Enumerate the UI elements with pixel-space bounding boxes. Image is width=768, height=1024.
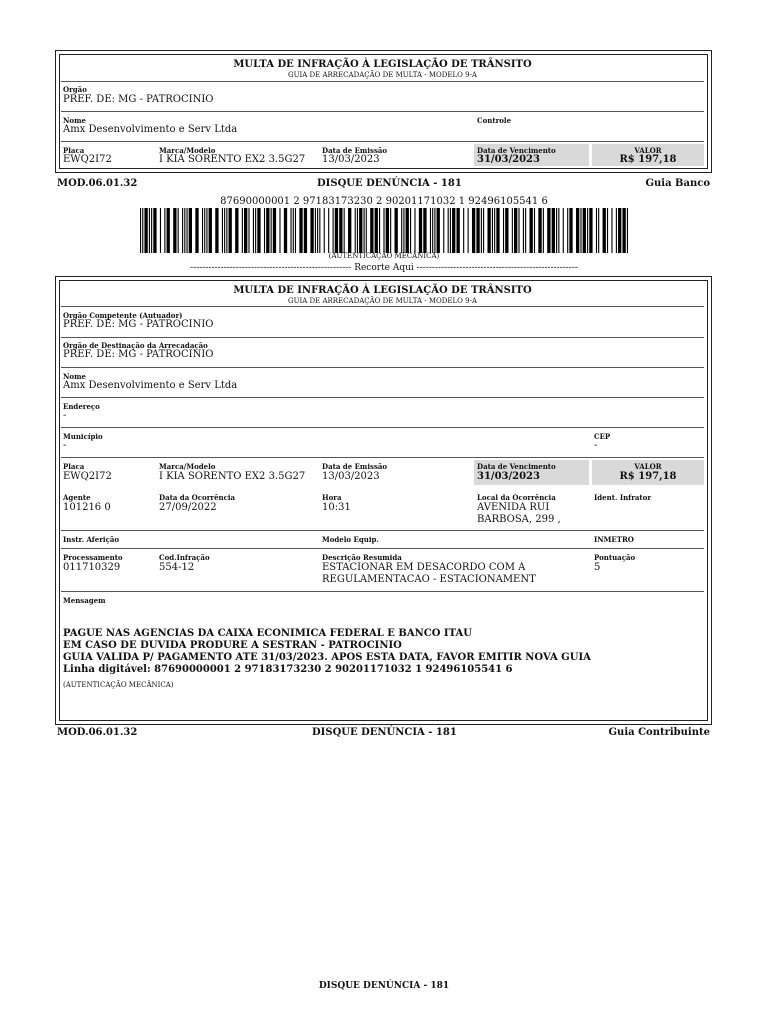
barcode-bar [206, 208, 207, 253]
barcode-bar [406, 208, 409, 253]
slip2-marca-label: Marca/Modelo [159, 462, 216, 471]
slip2-codinfracao-value: 554-12 [159, 562, 195, 573]
barcode-bar [348, 208, 351, 253]
barcode-bar [366, 208, 367, 253]
barcode-bar [153, 208, 156, 253]
barcode-bar [622, 208, 625, 253]
barcode-bar [257, 208, 260, 253]
barcode-bar [543, 208, 544, 253]
slip2-vencimento-label: Data de Vencimento [477, 462, 556, 471]
slip2-codinfracao-label: Cod.Infração [159, 553, 210, 562]
barcode-bar [611, 208, 612, 253]
slip2-afericao-label: Instr. Aferição [63, 535, 120, 544]
barcode-bar [567, 208, 568, 253]
barcode-bar [463, 208, 464, 253]
barcode [140, 208, 628, 253]
barcode-bar [319, 208, 320, 253]
slip2-emissao-value: 13/03/2023 [322, 471, 380, 482]
slip2-modelo-equip-label: Modelo Equip. [322, 535, 379, 544]
barcode-bar [279, 208, 280, 253]
barcode-bar [538, 208, 541, 253]
slip1-nome-value: Amx Desenvolvimento e Serv Ltda [63, 124, 238, 135]
barcode-bar [142, 208, 143, 253]
barcode-bar [242, 208, 243, 253]
slip2-marca-value: I KIA SORENTO EX2 3.5G27 [159, 471, 306, 482]
divider [61, 548, 704, 549]
slip1-placa-value: EWQ2I72 [63, 154, 112, 165]
slip1-orgao-label: Orgão [63, 85, 87, 94]
barcode-bar [355, 208, 356, 253]
footer1-mod: MOD.06.01.32 [57, 178, 138, 189]
barcode-bar [359, 208, 362, 253]
barcode-bar [266, 208, 269, 253]
slip2-descricao-label: Descrição Resumida [322, 553, 402, 562]
barcode-bar [357, 208, 358, 253]
barcode-bar [534, 208, 535, 253]
slip2-orgao-comp-label: Orgão Competente (Autuador) [63, 311, 183, 320]
barcode-bar [386, 208, 389, 253]
barcode-bar [434, 208, 435, 253]
footer2-guia: Guia Contribuinte [608, 727, 710, 738]
barcode-bar [432, 208, 433, 253]
slip2-municipio-label: Município [63, 432, 103, 441]
barcode-bar [344, 208, 345, 253]
barcode-bar [603, 208, 606, 253]
barcode-bar [518, 208, 519, 253]
barcode-bar [452, 208, 455, 253]
slip2-processamento-value: 011710329 [63, 562, 121, 573]
barcode-bar [589, 208, 592, 253]
slip2-autent: (AUTENTICAÇÃO MECÂNICA) [63, 681, 174, 689]
barcode-bar [401, 208, 402, 253]
barcode-bar [580, 208, 581, 253]
barcode-bar [483, 208, 484, 253]
barcode-bar [167, 208, 170, 253]
slip2-hora-value: 10:31 [322, 502, 351, 513]
divider [61, 111, 704, 112]
slip2-pontuacao-value: 5 [594, 562, 601, 573]
slip2-ocorrencia-value: 27/09/2022 [159, 502, 217, 513]
footer1-guia: Guia Banco [645, 178, 710, 189]
barcode-bar [317, 208, 318, 253]
barcode-bar [339, 208, 342, 253]
slip1-marca-label: Marca/Modelo [159, 146, 216, 155]
slip2-endereco-label: Endereço [63, 402, 100, 411]
barcode-bar [202, 208, 203, 253]
slip1-subtitle: GUIA DE ARRECADAÇÃO DE MULTA - MODELO 9-A [287, 71, 477, 79]
slip1-nome-label: Nome [63, 116, 86, 125]
barcode-bar [255, 208, 256, 253]
divider [61, 397, 704, 398]
divider [61, 457, 704, 458]
barcode-bar [295, 208, 296, 253]
slip2-local-value-1: AVENIDA RUI [477, 502, 550, 513]
slip2-cep-value: - [594, 440, 598, 451]
divider [61, 427, 704, 428]
barcode-bar [186, 208, 187, 253]
barcode-bar [456, 208, 459, 253]
slip2-ocorrencia-label: Data da Ocorrência [159, 493, 236, 502]
slip1-valor-label: VALOR [634, 146, 662, 155]
barcode-bar [616, 208, 617, 253]
slip1-valor-value: R$ 197,18 [619, 154, 677, 165]
barcode-bar [248, 208, 249, 253]
barcode-bar [583, 208, 586, 253]
slip1-vencimento-value: 31/03/2023 [477, 154, 540, 165]
barcode-bar [299, 208, 302, 253]
divider [61, 591, 704, 592]
barcode-bar [189, 208, 192, 253]
slip2-valor-value: R$ 197,18 [619, 471, 677, 482]
slip2-subtitle: GUIA DE ARRECADAÇÃO DE MULTA - MODELO 9-A [287, 297, 477, 305]
barcode-bar [182, 208, 183, 253]
barcode-bar [364, 208, 365, 253]
barcode-bar [375, 208, 378, 253]
barcode-bar [627, 208, 628, 253]
barcode-bar [423, 208, 426, 253]
barcode-bar [229, 208, 232, 253]
barcode-bar [468, 208, 469, 253]
barcode-bar [598, 208, 599, 253]
barcode-digits: 87690000001 2 97183173230 2 90201171032 1 92496105541 6 [220, 196, 548, 207]
barcode-bar [253, 208, 254, 253]
slip2-orgao-dest-value: PREF. DE: MG - PATROCINIO [63, 349, 214, 360]
slip2-emissao-label: Data de Emissão [322, 462, 388, 471]
barcode-bar [173, 208, 176, 253]
barcode-bar [576, 208, 579, 253]
barcode-bar [293, 208, 294, 253]
cut-line: ----------------------------------------------------- Recorte Aqui ----------------------------------------------------- [190, 263, 578, 273]
slip1-placa-label: Placa [63, 146, 85, 155]
barcode-bar [494, 208, 495, 253]
barcode-bar [563, 208, 564, 253]
barcode-bar [552, 208, 555, 253]
barcode-bar [164, 208, 165, 253]
slip1-marca-value: I KIA SORENTO EX2 3.5G27 [159, 154, 306, 165]
barcode-bar [310, 208, 313, 253]
barcode-bar [512, 208, 513, 253]
slip1-emissao-value: 13/03/2023 [322, 154, 380, 165]
slip2-valor-label: VALOR [634, 462, 662, 471]
barcode-bar [204, 208, 205, 253]
slip1-controle-label: Controle [477, 116, 512, 125]
barcode-bar [596, 208, 597, 253]
divider [61, 337, 704, 338]
barcode-bar [178, 208, 179, 253]
slip2-title: MULTA DE INFRAÇÃO À LEGISLAÇÃO DE TRÂNSITO [233, 285, 532, 296]
barcode-bar [222, 208, 223, 253]
slip2-orgao-dest-label: Orgão de Destinação da Arrecadação [63, 341, 208, 350]
barcode-bar [273, 208, 276, 253]
barcode-bar [370, 208, 373, 253]
barcode-bar [195, 208, 198, 253]
barcode-bar [448, 208, 449, 253]
barcode-bar [419, 208, 422, 253]
slip2-municipio-value: - [63, 440, 67, 451]
barcode-bar [556, 208, 557, 253]
barcode-bar [514, 208, 517, 253]
divider [61, 530, 704, 531]
barcode-bar [569, 208, 572, 253]
barcode-bar [184, 208, 185, 253]
slip2-vencimento-value: 31/03/2023 [477, 471, 540, 482]
slip2-placa-label: Placa [63, 462, 85, 471]
barcode-bar [523, 208, 524, 253]
slip2-descricao-value-2: REGULAMENTACAO - ESTACIONAMENT [322, 574, 536, 585]
slip2-cep-label: CEP [594, 432, 611, 441]
barcode-bar [151, 208, 152, 253]
slip2-msg-4: Linha digitável: 87690000001 2 97183173230 2 90201171032 1 92496105541 6 [63, 664, 513, 675]
slip1-vencimento-label: Data de Vencimento [477, 146, 556, 155]
barcode-bar [304, 208, 307, 253]
slip1-emissao-label: Data de Emissão [322, 146, 388, 155]
slip2-descricao-value-1: ESTACIONAR EM DESACORDO COM A [322, 562, 526, 573]
barcode-bar [244, 208, 247, 253]
barcode-bar [492, 208, 493, 253]
footer2-mod: MOD.06.01.32 [57, 727, 138, 738]
barcode-bar [414, 208, 415, 253]
divider [61, 306, 704, 307]
slip2-agente-value: 101216 0 [63, 502, 111, 513]
barcode-bar [324, 208, 325, 253]
footer2-disque: DISQUE DENÚNCIA - 181 [312, 727, 457, 738]
barcode-bar [530, 208, 533, 253]
barcode-bar [264, 208, 265, 253]
barcode-bar [410, 208, 411, 253]
barcode-bar [226, 208, 227, 253]
barcode-bar [430, 208, 431, 253]
barcode-bar [333, 208, 334, 253]
slip2-ident-label: Ident. Infrator [594, 493, 652, 502]
slip2-nome-value: Amx Desenvolvimento e Serv Ltda [63, 380, 238, 391]
barcode-bar [140, 208, 141, 253]
barcode-bar [209, 208, 212, 253]
barcode-bar [215, 208, 218, 253]
barcode-bar [547, 208, 550, 253]
barcode-bar [558, 208, 559, 253]
barcode-bar [481, 208, 482, 253]
slip2-placa-value: EWQ2I72 [63, 471, 112, 482]
barcode-autent: (AUTENTICAÇÃO MECÂNICA) [328, 252, 440, 260]
barcode-bar [395, 208, 398, 253]
barcode-bar [224, 208, 225, 253]
slip2-mensagem-label: Mensagem [63, 596, 106, 605]
barcode-bar [450, 208, 451, 253]
divider [61, 81, 704, 82]
barcode-bar [335, 208, 338, 253]
slip2-local-label: Local da Ocorrência [477, 493, 556, 502]
footer1-disque: DISQUE DENÚNCIA - 181 [317, 178, 462, 189]
barcode-bar [271, 208, 272, 253]
barcode-bar [390, 208, 391, 253]
slip1-orgao-value: PREF. DE: MG - PATROCINIO [63, 94, 214, 105]
barcode-bar [505, 208, 508, 253]
slip2-pontuacao-label: Pontuação [594, 553, 636, 562]
barcode-bar [290, 208, 291, 253]
barcode-bar [443, 208, 444, 253]
barcode-bar [149, 208, 150, 253]
bottom-disque: DISQUE DENÚNCIA - 181 [318, 981, 450, 991]
barcode-bar [144, 208, 147, 253]
barcode-bar [587, 208, 588, 253]
slip1-title: MULTA DE INFRAÇÃO À LEGISLAÇÃO DE TRÂNSITO [233, 59, 532, 70]
slip2-orgao-comp-value: PREF. DE: MG - PATROCINIO [63, 319, 214, 330]
barcode-bar [607, 208, 608, 253]
barcode-bar [476, 208, 479, 253]
divider [61, 141, 704, 142]
slip2-msg-2: EM CASO DE DUVIDA PRODURE A SESTRAN - PATROCINIO [63, 640, 402, 651]
barcode-bar [503, 208, 504, 253]
barcode-bar [437, 208, 440, 253]
divider [61, 367, 704, 368]
barcode-bar [379, 208, 380, 253]
slip2-local-value-2: BARBOSA, 299 , [477, 514, 561, 525]
slip2-endereco-value: - [63, 410, 67, 421]
slip2-inmetro-label: INMETRO [594, 535, 634, 544]
barcode-bar [235, 208, 238, 253]
barcode-bar [472, 208, 475, 253]
barcode-bar [496, 208, 499, 253]
slip2-processamento-label: Processamento [63, 553, 123, 562]
slip2-nome-label: Nome [63, 372, 86, 381]
barcode-bar [328, 208, 329, 253]
barcode-bar [160, 208, 161, 253]
barcode-bar [383, 208, 384, 253]
slip2-agente-label: Agente [63, 493, 91, 502]
slip2-hora-label: Hora [322, 493, 342, 502]
barcode-bar [525, 208, 526, 253]
barcode-bar [403, 208, 404, 253]
barcode-bar [618, 208, 621, 253]
slip2-msg-3: GUIA VALIDA P/ PAGAMENTO ATE 31/03/2023. APOS ESTA DATA, FAVOR EMITIR NOVA GUIA [63, 652, 591, 663]
barcode-bar [315, 208, 316, 253]
barcode-bar [284, 208, 287, 253]
barcode-bar [487, 208, 490, 253]
slip2-msg-1: PAGUE NAS AGENCIAS DA CAIXA ECONIMICA FEDERAL E BANCO ITAU [63, 628, 472, 639]
